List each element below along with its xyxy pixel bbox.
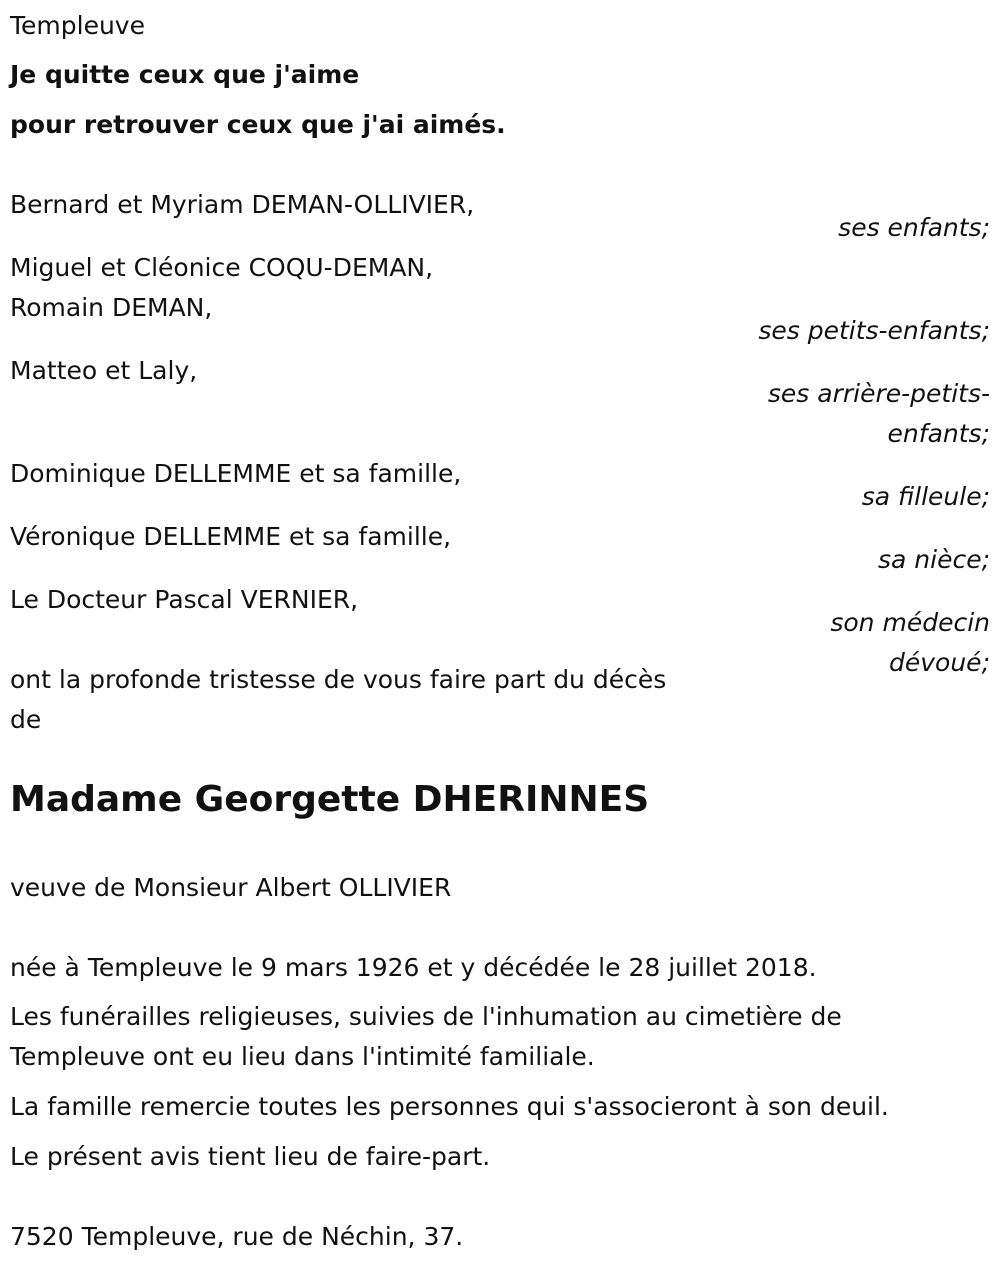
goddaughter-relation: sa filleule;	[861, 482, 990, 511]
birth-death: née à Templeuve le 9 mars 1926 et y décédée le 28 juillet 2018.	[10, 953, 817, 982]
quote-line-1: Je quitte ceux que j'aime	[10, 60, 360, 89]
great-grandchildren-relation-line-1: ses arrière-petits-	[767, 379, 990, 408]
children-relation: ses enfants;	[838, 213, 990, 242]
address: 7520 Templeuve, rue de Néchin, 37.	[10, 1222, 464, 1251]
goddaughter-names: Dominique DELLEMME et sa famille,	[10, 459, 462, 488]
quote-line-2: pour retrouver ceux que j'ai aimés.	[10, 110, 506, 139]
thanks-text: La famille remercie toutes les personnes qui s'associeront à son deuil.	[10, 1092, 889, 1121]
funeral-line-1: Les funérailles religieuses, suivies de l'inhumation au cimetière de	[10, 1002, 842, 1031]
grandchildren-name-1: Miguel et Cléonice COQU-DEMAN,	[10, 253, 434, 282]
doctor-relation-line-1: son médecin	[830, 608, 990, 637]
children-names: Bernard et Myriam DEMAN-OLLIVIER,	[10, 190, 475, 219]
doctor-relation-line-2: dévoué;	[889, 648, 990, 677]
announcement-line-2: de	[10, 705, 42, 734]
grandchildren-name-2: Romain DEMAN,	[10, 293, 213, 322]
grandchildren-relation: ses petits-enfants;	[758, 316, 990, 345]
great-grandchildren-relation-line-2: enfants;	[887, 419, 990, 448]
town-heading: Templeuve	[10, 11, 145, 40]
announcement-line-1: ont la profonde tristesse de vous faire part du décès	[10, 665, 667, 694]
doctor-names: Le Docteur Pascal VERNIER,	[10, 585, 359, 614]
notice-text: Le présent avis tient lieu de faire-part.	[10, 1142, 491, 1171]
niece-names: Véronique DELLEMME et sa famille,	[10, 522, 452, 551]
funeral-line-2: Templeuve ont eu lieu dans l'intimité familiale.	[10, 1042, 595, 1071]
widow-of: veuve de Monsieur Albert OLLIVIER	[10, 873, 452, 902]
deceased-name: Madame Georgette DHERINNES	[10, 779, 650, 820]
niece-relation: sa nièce;	[877, 545, 990, 574]
great-grandchildren-names: Matteo et Laly,	[10, 356, 198, 385]
